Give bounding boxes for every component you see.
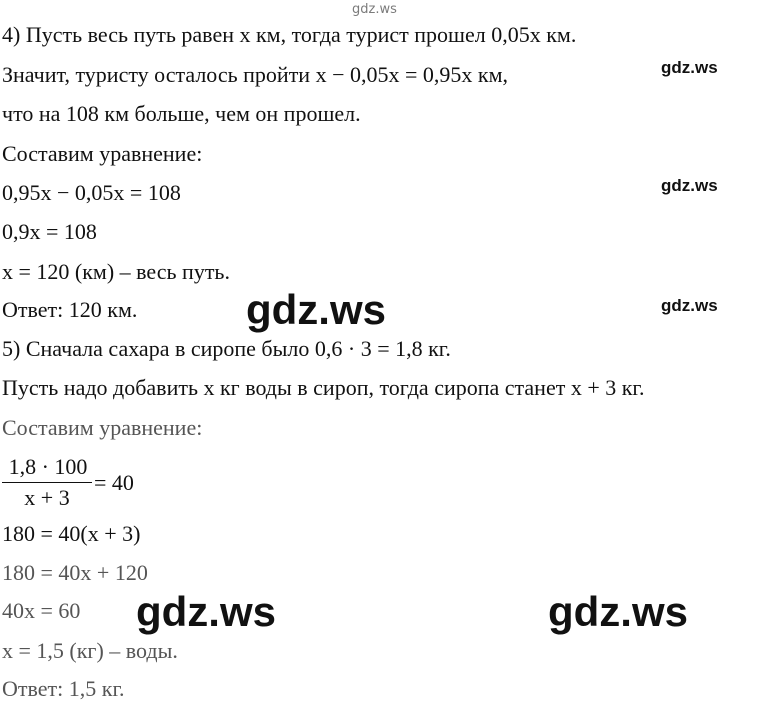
watermark-small-1: gdz.ws [661,58,718,77]
task4-line-1: 4) Пусть весь путь равен x км, тогда турист прошел 0,05x км. [2,22,577,47]
watermark-big-1: gdz.ws [246,286,387,333]
task5-equation-1: 180 = 40(x + 3) [2,521,141,546]
watermark-small-3: gdz.ws [661,296,718,315]
task4-answer: Ответ: 120 км. [2,297,138,322]
watermark-big-3: gdz.ws [548,588,689,635]
task4-line-4: Составим уравнение: [2,141,203,166]
task5-line-3: Составим уравнение: [2,415,203,440]
fraction-bar [2,482,92,483]
task4-equation-3: x = 120 (км) – весь путь. [2,259,230,284]
fraction-equals: = 40 [94,470,134,495]
task4-line-3: что на 108 км больше, чем он прошел. [2,101,361,126]
task5-equation-2: 180 = 40x + 120 [2,560,148,585]
task5-answer: Ответ: 1,5 кг. [2,676,125,701]
task5-line-2: Пусть надо добавить x кг воды в сироп, тогда сиропа станет x + 3 кг. [2,375,645,400]
fraction [2,454,94,512]
fraction-numerator: 1,8 · 100 [8,454,88,479]
fraction-denominator: x + 3 [24,485,70,510]
task5-line-1: 5) Сначала сахара в сиропе было 0,6 · 3 = 1,8 кг. [2,336,451,361]
watermark-top: gdz.ws [352,2,397,17]
task4-line-2: Значит, туристу осталось пройти x − 0,05x = 0,95x км, [2,62,508,87]
task4-equation-2: 0,9x = 108 [2,219,97,244]
task5-equation-4: x = 1,5 (кг) – воды. [2,638,178,663]
watermark-big-2: gdz.ws [136,588,277,635]
task5-equation-3: 40x = 60 [2,598,81,623]
watermark-small-2: gdz.ws [661,176,718,195]
task4-equation-1: 0,95x − 0,05x = 108 [2,180,181,205]
